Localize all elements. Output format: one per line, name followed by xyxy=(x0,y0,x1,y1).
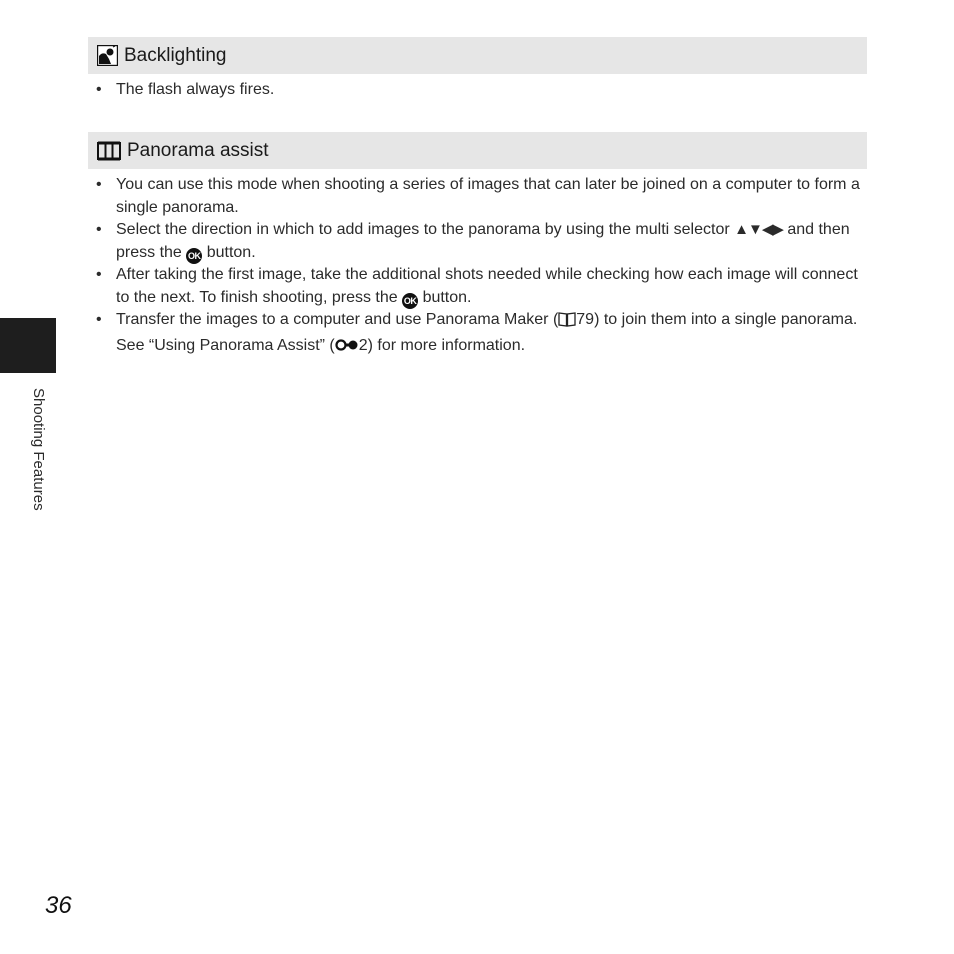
see-also-note xyxy=(116,335,862,361)
backlighting-icon xyxy=(97,45,118,66)
list-item xyxy=(96,309,862,360)
bullet-text: Transfer the images to a computer and use Panorama Maker ( xyxy=(116,311,559,328)
ok-button-icon: OK xyxy=(402,293,418,309)
bullet-text: After taking the first image, take the additional shots needed while checking how each image will connect to the next. To finish shooting, press the xyxy=(116,266,858,306)
note-reference: 2 xyxy=(358,336,368,354)
section-title: Backlighting xyxy=(124,44,227,66)
list-item: • The flash always fires. xyxy=(96,79,862,102)
ok-button-icon: OK xyxy=(186,248,202,264)
note-text: See “Using Panorama Assist” ( xyxy=(116,336,335,354)
book-reference-icon xyxy=(558,311,576,335)
reference-section-icon xyxy=(335,337,359,361)
note-text: ) for more information. xyxy=(367,336,526,354)
bullet-text: button. xyxy=(206,243,256,261)
section-header-panorama xyxy=(88,132,867,169)
panorama-bullets xyxy=(96,174,862,360)
section-header-backlighting xyxy=(88,37,867,74)
page-number: 36 xyxy=(45,892,72,919)
multi-selector-arrows-icon: ▲▼◀▶ xyxy=(734,221,783,238)
chapter-tab xyxy=(0,318,56,373)
backlighting-bullets xyxy=(96,79,862,102)
page-reference: 79 xyxy=(576,311,595,328)
panorama-icon xyxy=(97,141,121,161)
bullet-text: button. xyxy=(422,288,472,306)
bullet-text: ) to join them into a single panorama. xyxy=(594,311,858,328)
list-item xyxy=(96,264,862,309)
bullet-text: Select the direction in which to add images to the panorama by using the multi selector xyxy=(116,221,730,238)
section-title: Panorama assist xyxy=(127,139,269,161)
chapter-label: Shooting Features xyxy=(30,388,47,511)
list-item: • You can use this mode when shooting a series of images that can later be joined on a computer to form a single panorama. xyxy=(96,174,862,219)
list-item xyxy=(96,219,862,264)
bullet-text: and then press the xyxy=(116,221,850,261)
